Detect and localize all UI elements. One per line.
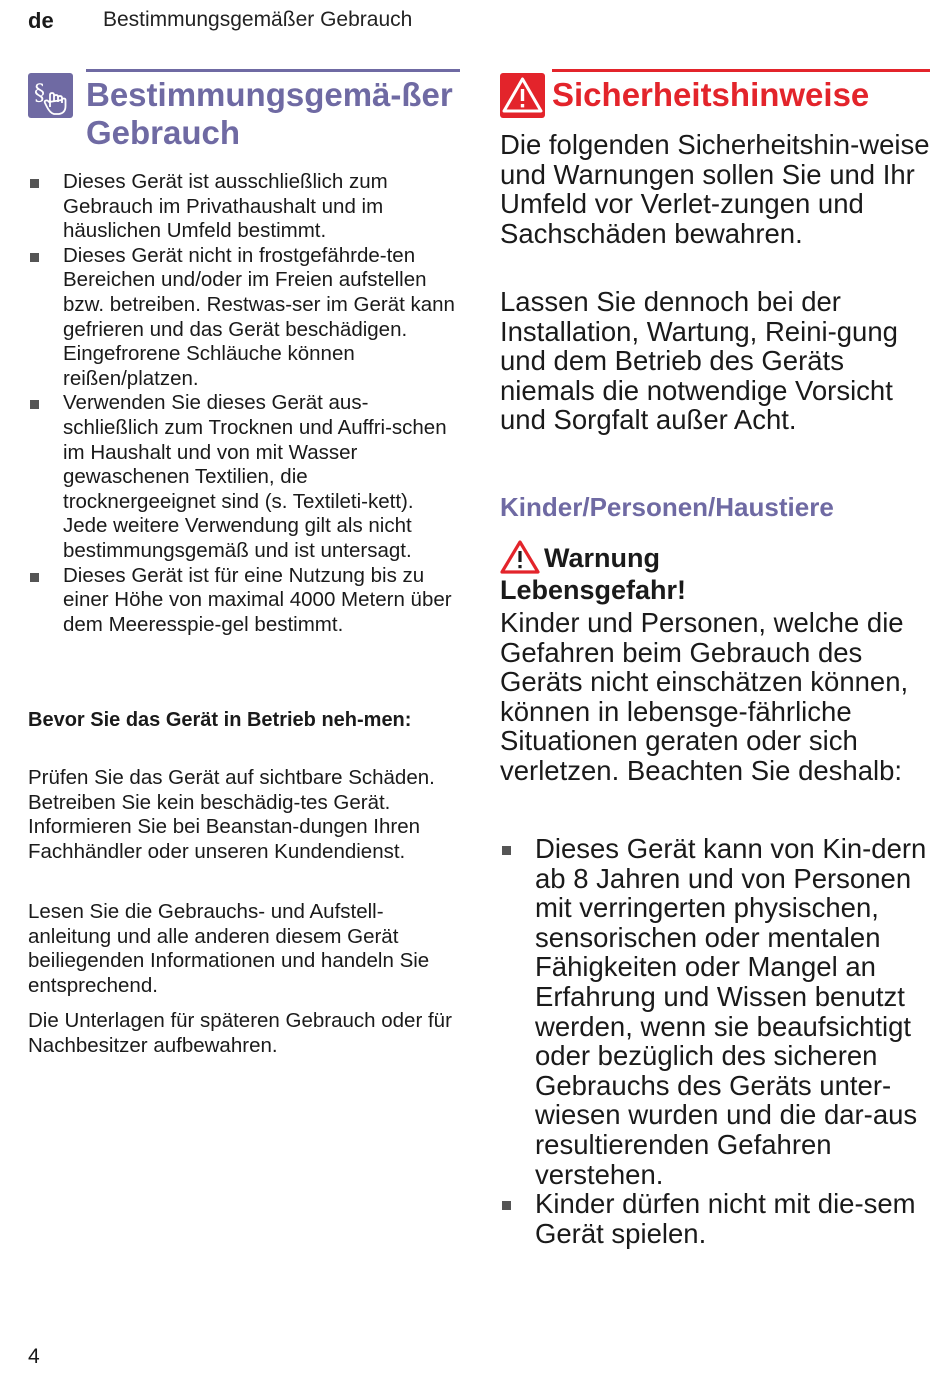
bullet-square-icon <box>30 179 39 188</box>
section-paragraph-hand-icon <box>28 73 73 118</box>
paragraph: Lesen Sie die Gebrauchs- und Aufstell-anleitung und alle anderen diesem Gerät beiliegenden Informationen und handeln Sie entsprechend. <box>28 900 430 997</box>
list-item: Verwenden Sie dieses Gerät aus-schließlich zum Trocknen und Auffri-schen im Haushalt und von mit Wasser gewaschenen Textilien, die trocknergeeignet sind (s. Textileti-kett). Jede weitere Verwendung gilt als nicht bestimmungsgemäß und ist untersagt. <box>28 391 460 563</box>
list-item: Dieses Gerät nicht in frostgefährde-ten Bereichen und/oder im Freien aufstellen bzw. betreiben. Restwas-ser im Gerät kann gefrieren und das Gerät beschädigen. Eingefrorene Schläuche können reißen/platzen. <box>28 244 460 392</box>
warning-label: Warnung <box>544 543 660 573</box>
warning-triangle-icon <box>500 540 540 574</box>
paragraph: Die Unterlagen für späteren Gebrauch oder für Nachbesitzer aufbewahren. <box>28 1009 452 1057</box>
warning-text: Kinder und Personen, welche die Gefahren beim Gebrauch des Geräts nicht einschätzen können, können in lebensge-fährliche Situationen geraten oder sich verletzen. Beachten Sie deshalb: <box>500 607 909 786</box>
svg-text:§: § <box>34 81 45 106</box>
bullet-square-icon <box>30 253 39 262</box>
paragraph: Die folgenden Sicherheitshin-weise und Warnungen sollen Sie und Ihr Umfeld vor Verlet-zungen und Sachschäden bewahren. <box>500 129 930 249</box>
page-number: 4 <box>28 1345 40 1368</box>
bullet-square-icon <box>502 846 511 855</box>
list-item: Kinder dürfen nicht mit die-sem Gerät spielen. <box>500 1189 932 1248</box>
language-code: de <box>28 8 54 33</box>
danger-label: Lebensgefahr! <box>500 575 687 605</box>
section-heading: Sicherheitshinweise <box>552 76 870 113</box>
subheading-children: Kinder/Personen/Haustiere <box>500 492 834 522</box>
children-list <box>500 834 932 1248</box>
subheading-before-use: Bevor Sie das Gerät in Betrieb neh-men: <box>28 709 412 731</box>
bullet-square-icon <box>30 573 39 582</box>
section-heading: Bestimmungsgemä-ßer Gebrauch <box>86 76 453 151</box>
page-header <box>0 0 950 40</box>
warning-triangle-icon <box>500 73 545 118</box>
heading-rule <box>552 69 930 72</box>
list-item: Dieses Gerät ist ausschließlich zum Gebrauch im Privathaushalt und im häuslichen Umfeld bestimmt. <box>28 170 460 244</box>
list-item: Dieses Gerät ist für eine Nutzung bis zu einer Höhe von maximal 4000 Metern über dem Meeresspie-gel bestimmt. <box>28 564 460 638</box>
bullet-square-icon <box>502 1201 511 1210</box>
list-item: Dieses Gerät kann von Kin-dern ab 8 Jahren und von Personen mit verringerten physischen, sensorischen oder mentalen Fähigkeiten oder Mangel an Erfahrung und Wissen benutzt werden, wenn sie beaufsichtigt oder bezüglich des sicheren Gebrauchs des Geräts unter-wiesen wurden und die dar-aus resultierenden Gefahren verstehen. <box>500 834 932 1189</box>
running-title: Bestimmungsgemäßer Gebrauch <box>103 8 413 31</box>
bullet-square-icon <box>30 400 39 409</box>
paragraph: Prüfen Sie das Gerät auf sichtbare Schäden. Betreiben Sie kein beschädig-tes Gerät. Informieren Sie bei Beanstan-dungen Ihren Fachhändler oder unseren Kundendienst. <box>28 766 435 863</box>
heading-rule <box>86 69 460 72</box>
paragraph: Lassen Sie dennoch bei der Installation, Wartung, Reini-gung und dem Betrieb des Geräts niemals die notwendige Vorsicht und Sorgfalt außer Acht. <box>500 286 898 436</box>
intended-use-list <box>28 170 460 637</box>
